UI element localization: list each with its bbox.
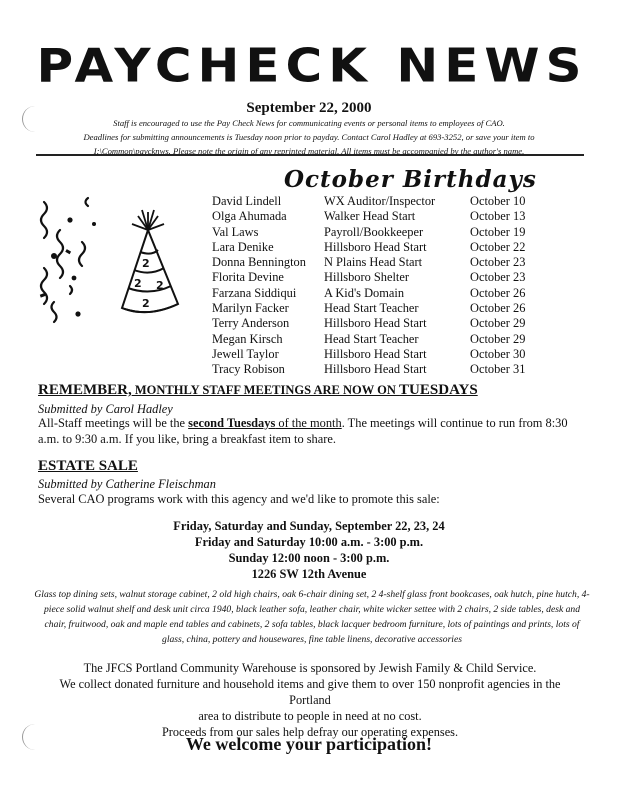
birthday-date: October 30: [470, 346, 526, 361]
birthday-date: October 26: [470, 301, 526, 316]
masthead-title: PAYCHECK NEWS: [36, 39, 588, 93]
welcome-text: We welcome your participation!: [185, 734, 433, 754]
birthday-row: [212, 209, 550, 224]
birthday-date: October 29: [470, 331, 526, 346]
birthday-dept: WX Auditor/Inspector: [324, 194, 436, 208]
meetings-text-start: All-Staff meetings will be the: [38, 416, 189, 430]
birthday-date: October 23: [470, 270, 526, 285]
meetings-submitted-by: Submitted by Carol Hadley: [38, 402, 173, 416]
birthday-dept: Head Start Teacher: [324, 301, 419, 316]
party-streamers-icon: [30, 190, 200, 340]
birthday-name: Olga Ahumada: [212, 209, 287, 224]
schedule-line: Friday, Saturday and Sunday, September 22, 23, 24: [173, 519, 445, 533]
birthday-name: Terry Anderson: [212, 316, 290, 331]
birthday-date: October 22: [470, 239, 526, 254]
birthday-dept: N Plains Head Start: [324, 255, 423, 270]
birthday-dept: A Kid's Domain: [324, 285, 405, 300]
meetings-text: [38, 415, 588, 447]
birthday-name: Val Laws: [212, 224, 259, 239]
birthday-row: [212, 301, 550, 316]
birthday-row: [212, 225, 550, 240]
jfcs-line: area to distribute to people in need at no cost.: [198, 709, 422, 723]
birthday-row: [212, 255, 550, 270]
divider-rule: [36, 154, 584, 156]
birthday-row: [212, 316, 550, 331]
birthday-name: Lara Denike: [212, 239, 274, 254]
meetings-emphasis: second Tuesdays: [188, 416, 276, 430]
birthday-dept: Hillsboro Head Start: [324, 239, 427, 254]
birthdays-title: October Birthdays: [284, 166, 537, 193]
birthday-name: Donna Bennington: [212, 255, 306, 270]
birthday-name: David Lindell: [212, 194, 282, 208]
birthday-name: Megan Kirsch: [212, 331, 283, 346]
estate-items: Glass top dining sets, walnut storage cabinet, 2 old high chairs, oak 6-chair dining set, 2 4-shelf glass front bookcases, oak hutch, pine hutch, 4-piece solid walnut shelf and desk unit circa 1940, black leather sofa, leather chair, white wicker settee with 2 chairs, 2 side tables, desk and chair, fruitwood, oak and maple end tables and cabinets, 2 sofa tables, black lacquer bedroom furniture, lots of paintings and prints, lots of glass, china, pottery and housewares, fine table linens, decorative accessories: [34, 589, 590, 645]
birthday-name: Farzana Siddiqui: [212, 285, 297, 300]
jfcs-line: We collect donated furniture and household items and give them to over 150 nonprofit agencies in the Portland: [59, 677, 561, 707]
birthdays-table: [212, 194, 550, 378]
birthday-dept: Hillsboro Shelter: [324, 270, 410, 285]
jfcs-text: [40, 660, 580, 740]
svg-text:2: 2: [142, 297, 150, 310]
birthday-row: [212, 347, 550, 362]
estate-schedule: [0, 518, 618, 582]
punch-mark: [22, 106, 41, 132]
birthday-row: [212, 270, 550, 285]
birthday-date: October 29: [470, 316, 526, 331]
birthday-row: [212, 240, 550, 255]
meetings-heading-word: REMEMBER,: [38, 382, 132, 398]
birthday-dept: Hillsboro Head Start: [324, 362, 427, 377]
meetings-heading: [38, 382, 478, 399]
birthday-date: October 26: [470, 285, 526, 300]
intro-line: Staff is encouraged to use the Pay Check News for communicating events or personal items to employees of CAO.: [113, 118, 505, 128]
birthday-row: [212, 332, 550, 347]
birthday-date: October 19: [470, 224, 526, 239]
intro-line: I:\Common\paycknws. Please note the origin of any reprinted material. All items must be accompanied by the author's name.: [93, 146, 525, 156]
birthday-name: Florita Devine: [212, 270, 284, 285]
jfcs-line: Proceeds from our sales help defray our operating expenses.: [161, 725, 459, 739]
svg-text:2: 2: [156, 279, 164, 292]
meetings-text-end: . The meetings will continue to run from 8:30 a.m. to 9:30 a.m. If you like, bring a breakfast item to share.: [38, 416, 568, 446]
intro-line: Deadlines for submitting announcements is Tuesday noon prior to payday. Contact Carol Hadley at 693-3252, or save your item to: [83, 132, 535, 142]
schedule-line: Sunday 12:00 noon - 3:00 p.m.: [228, 551, 390, 565]
birthday-row: [212, 362, 550, 377]
birthday-date: October 31: [470, 362, 526, 377]
schedule-line: 1226 SW 12th Avenue: [251, 567, 367, 581]
birthday-dept: Hillsboro Head Start: [324, 346, 427, 361]
birthday-date: October 23: [470, 255, 526, 270]
issue-date: September 22, 2000: [246, 100, 372, 116]
schedule-line: Friday and Saturday 10:00 a.m. - 3:00 p.m.: [194, 535, 424, 549]
svg-text:2: 2: [134, 277, 142, 290]
meetings-emphasis-suffix: of the month: [275, 416, 342, 430]
birthday-name: Tracy Robison: [212, 362, 285, 377]
estate-submitted-by: Submitted by Catherine Fleischman: [38, 477, 216, 491]
birthday-dept: Walker Head Start: [324, 209, 416, 224]
estate-heading: ESTATE SALE: [38, 458, 138, 474]
birthday-name: Marilyn Facker: [212, 301, 289, 316]
birthday-date: October 10: [470, 194, 526, 208]
birthday-date: October 13: [470, 209, 526, 224]
jfcs-line: The JFCS Portland Community Warehouse is sponsored by Jewish Family & Child Service.: [83, 661, 537, 675]
meetings-heading-mid: MONTHLY STAFF MEETINGS ARE NOW ON: [131, 383, 400, 397]
svg-text:2: 2: [142, 257, 150, 270]
birthday-row: [212, 286, 550, 301]
birthday-name: Jewell Taylor: [212, 346, 279, 361]
birthday-dept: Payroll/Bookkeeper: [324, 224, 424, 239]
estate-intro: Several CAO programs work with this agency and we'd like to promote this sale:: [38, 492, 440, 506]
intro-text: [40, 116, 578, 158]
meetings-heading-end: TUESDAYS: [399, 382, 478, 398]
birthday-dept: Hillsboro Head Start: [324, 316, 427, 331]
birthday-row: [212, 194, 550, 209]
birthday-dept: Head Start Teacher: [324, 331, 419, 346]
